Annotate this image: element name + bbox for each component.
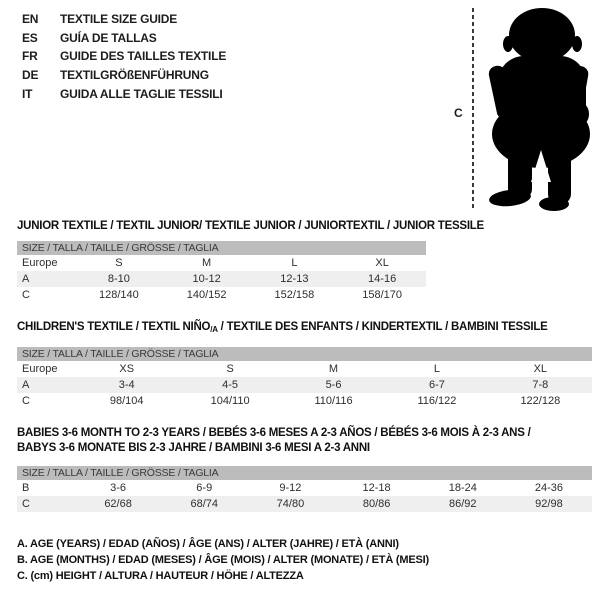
table-cell: 5-6 (325, 379, 342, 391)
table-cell: 116/122 (417, 395, 457, 407)
table-cell: 104/110 (210, 395, 250, 407)
table-cell: 74/80 (276, 498, 305, 510)
children-title-sub: /A (210, 325, 218, 334)
row-label: C (22, 498, 30, 510)
language-title: GUIDA ALLE TAGLIE TESSILI (60, 86, 223, 101)
table-row (17, 480, 592, 496)
children-table-title (17, 320, 548, 337)
height-measure-label: C (454, 106, 463, 120)
table-cell: 10-12 (192, 273, 221, 285)
language-code: EN (22, 12, 39, 27)
table-cell: 3-4 (118, 379, 135, 391)
row-label: B (22, 482, 30, 494)
table-cell: 110/116 (314, 395, 353, 407)
table-cell: 122/128 (520, 395, 561, 407)
junior-size-header-bar: SIZE / TALLA / TAILLE / GRÖSSE / TAGLIA (17, 241, 426, 255)
table-cell: XL (375, 257, 389, 269)
table-cell: 68/74 (190, 498, 219, 510)
table-cell: 152/158 (274, 289, 315, 301)
table-cell: 7-8 (532, 379, 549, 391)
table-cell: 12-13 (280, 273, 309, 285)
table-row (17, 496, 592, 512)
language-row-it (22, 84, 226, 103)
table-cell: 14-16 (368, 273, 397, 285)
table-cell: XL (533, 363, 548, 375)
table-cell: M (328, 363, 339, 375)
row-label: A (22, 379, 30, 391)
babies-table-title (17, 426, 531, 456)
language-title: TEXTILE SIZE GUIDE (60, 12, 178, 27)
children-size-table (17, 347, 592, 409)
table-cell: 4-5 (222, 379, 239, 391)
legend-line-a: A. AGE (YEARS) / EDAD (AÑOS) / ÂGE (ANS) / ALTER (JAHRE) / ETÀ (ANNI) (17, 538, 399, 550)
language-header (22, 10, 226, 103)
table-row (17, 287, 426, 303)
row-label: Europe (22, 257, 58, 269)
table-cell: 24-36 (534, 482, 564, 494)
height-measure-dashed-line (472, 8, 474, 208)
babies-size-header-bar: SIZE / TALLA / TAILLE / GRÖSSE / TAGLIA (17, 466, 592, 480)
table-row (17, 393, 592, 409)
table-cell: 12-18 (362, 482, 391, 494)
language-row-fr (22, 47, 226, 66)
table-cell: 8-10 (107, 273, 130, 285)
table-cell: 80/86 (362, 498, 391, 510)
language-row-en (22, 10, 226, 29)
table-cell: S (226, 363, 234, 375)
babies-size-table (17, 466, 592, 512)
table-row (17, 271, 426, 287)
language-code: FR (22, 49, 38, 64)
table-cell: 6-9 (196, 482, 213, 494)
babies-title-line2: BABYS 3-6 MONATE BIS 2-3 JAHRE / BAMBINI 3-6 MESI A 2-3 ANNI (17, 442, 370, 454)
babies-title-line1: BABIES 3-6 MONTH TO 2-3 YEARS / BEBÉS 3-6 MESES A 2-3 AÑOS / BÉBÉS 3-6 MOIS À 2-3 ANS / (17, 427, 531, 439)
table-cell: 128/140 (98, 289, 139, 301)
table-cell: 18-24 (448, 482, 477, 494)
row-label: Europe (22, 363, 58, 375)
table-cell: L (291, 257, 298, 269)
language-title: GUIDE DES TAILLES TEXTILE (60, 49, 227, 64)
table-cell: L (433, 363, 440, 375)
language-row-es (22, 29, 226, 48)
junior-size-table (17, 241, 426, 303)
language-code: IT (22, 86, 33, 101)
language-code: ES (22, 30, 38, 45)
language-row-de (22, 66, 226, 85)
junior-table-title: JUNIOR TEXTILE / TEXTIL JUNIOR/ TEXTILE JUNIOR / JUNIORTEXTIL / JUNIOR TESSILE (17, 220, 484, 232)
table-row (17, 255, 426, 271)
table-cell: 92/98 (535, 498, 563, 510)
children-title-part1: CHILDREN'S TEXTILE / TEXTIL NIÑO (17, 321, 211, 333)
row-label: A (22, 273, 30, 285)
table-cell: 9-12 (279, 482, 302, 494)
legend-line-b: B. AGE (MONTHS) / EDAD (MESES) / ÂGE (MOIS) / ALTER (MONATE) / ETÀ (MESI) (17, 554, 429, 566)
table-cell: 98/104 (109, 395, 144, 407)
table-cell: XS (119, 363, 135, 375)
table-cell: 62/68 (104, 498, 132, 510)
table-cell: 6-7 (428, 379, 445, 391)
language-title: GUÍA DE TALLAS (60, 30, 157, 45)
row-label: C (22, 395, 30, 407)
baby-silhouette-icon (478, 4, 600, 212)
row-label: C (22, 289, 30, 301)
language-code: DE (22, 68, 39, 83)
language-title: TEXTILGRÖßENFÜHRUNG (60, 68, 209, 83)
table-cell: 158/170 (362, 289, 402, 301)
table-cell: 86/92 (449, 498, 477, 510)
table-row (17, 377, 592, 393)
table-row (17, 361, 592, 377)
children-title-part2: / TEXTILE DES ENFANTS / KINDERTEXTIL / BAMBINI TESSILE (217, 321, 548, 333)
table-cell: M (202, 257, 212, 269)
table-cell: 140/152 (186, 289, 227, 301)
legend-line-c: C. (cm) HEIGHT / ALTURA / HAUTEUR / HÖHE / ALTEZZA (17, 570, 304, 582)
table-cell: S (115, 257, 123, 269)
table-cell: 3-6 (110, 482, 127, 494)
children-size-header-bar: SIZE / TALLA / TAILLE / GRÖSSE / TAGLIA (17, 347, 592, 361)
legend (17, 536, 429, 584)
